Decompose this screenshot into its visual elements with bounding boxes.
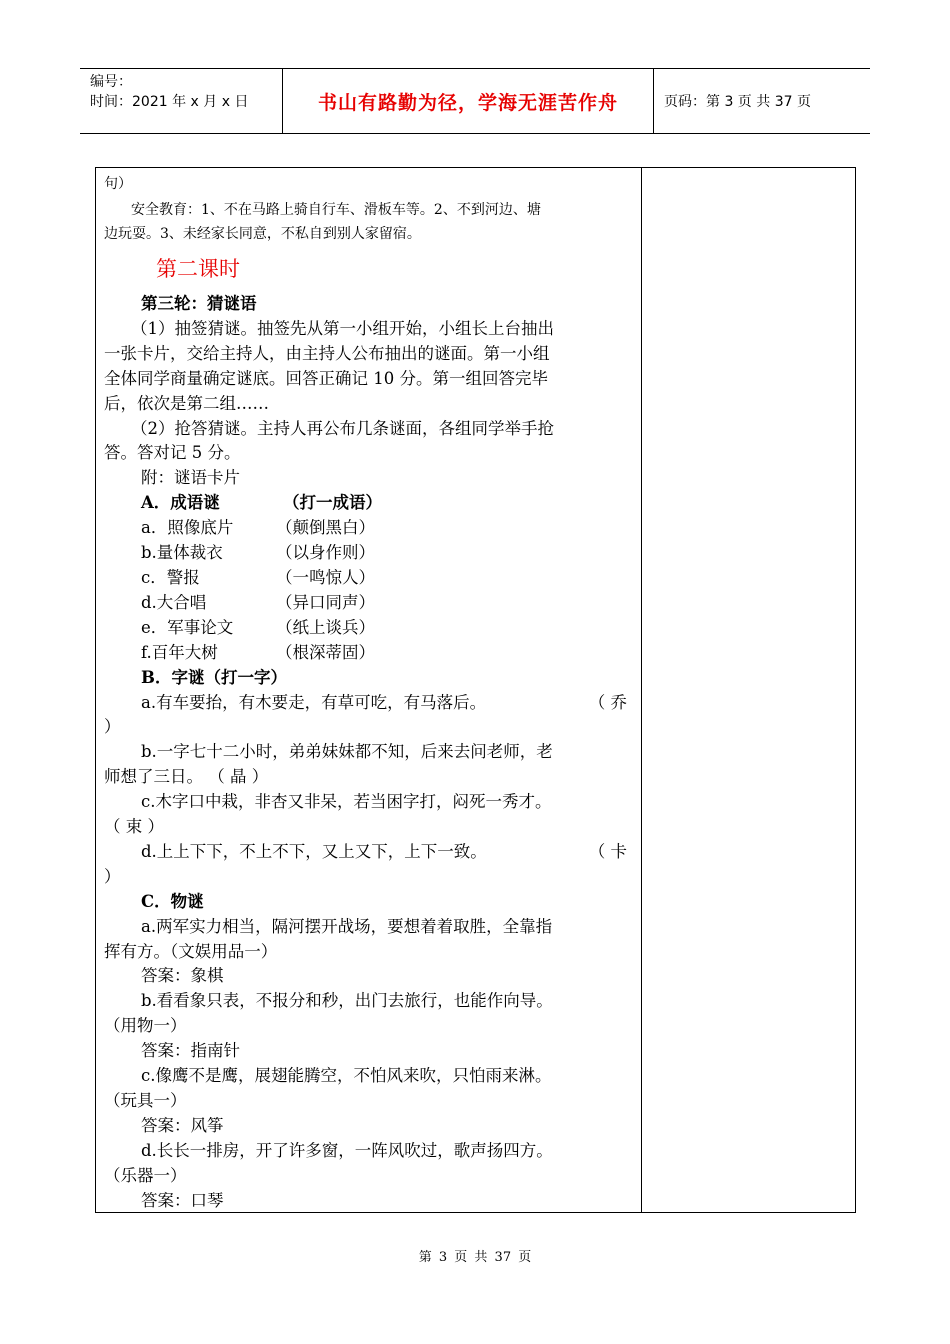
riddle-question: c．警报 — [141, 567, 200, 587]
lesson-table — [95, 167, 856, 1213]
paragraph-line: 全体同学商量确定谜底。回答正确记 10 分。第一组回答完毕 — [104, 368, 548, 388]
riddle-question: b.一字七十二小时，弟弟妹妹都不知，后来去问老师，老 — [141, 742, 553, 762]
section-title: 第二课时 — [156, 257, 240, 281]
riddle-answer: 答案：口琴 — [141, 1190, 224, 1210]
appendix-label: 附：谜语卡片 — [141, 468, 240, 488]
riddle-question: d.长长一排房，开了许多窗，一阵风吹过，歌声扬四方。 — [141, 1140, 553, 1160]
riddle-question: a.两军实力相当，隔河摆开战场，要想着着取胜，全靠指 — [141, 916, 553, 936]
text-line: ） — [104, 717, 121, 737]
character-riddle-title: B．字谜（打一字） — [141, 667, 287, 687]
paragraph-line: 答。答对记 5 分。 — [104, 443, 241, 463]
safety-education-line: 安全教育：1、不在马路上骑自行车、滑板车等。2、不到河边、塘 — [131, 202, 541, 218]
header-motto: 书山有路勤为径，学海无涯苦作舟 — [283, 69, 654, 133]
list-item — [104, 566, 627, 591]
riddle-answer: （ 束 ） — [104, 817, 164, 837]
riddle-question: e．军事论文 — [141, 617, 234, 637]
safety-education-line-2: 边玩耍。3、未经家长同意，不私自到别人家留宿。 — [104, 226, 421, 242]
idiom-title-text: A．成语谜 — [141, 493, 220, 513]
riddle-question: d.大合唱 — [141, 592, 207, 612]
list-item — [104, 591, 627, 616]
riddle-answer: （异口同声） — [276, 592, 375, 612]
riddle-answer: （一鸣惊人） — [276, 567, 375, 587]
riddle-question: c.像鹰不是鹰，展翅能腾空，不怕风来吹，只怕雨来淋。 — [141, 1066, 552, 1086]
riddle-question: c.木字口中栽，非杏又非呆，若当困字打，闷死一秀才。 — [141, 792, 552, 812]
list-item — [104, 641, 627, 666]
riddle-question: a.有车要抬，有木要走，有草可吃，有马落后。 — [141, 692, 487, 712]
riddle-answer: 答案：象棋 — [141, 966, 224, 986]
paragraph-line: 后，依次是第二组…… — [104, 393, 269, 413]
document-number-label: 编号： — [90, 74, 132, 90]
page-header — [80, 68, 870, 134]
riddle-answer: （ 乔 — [588, 692, 627, 712]
lesson-content-cell — [96, 168, 642, 1212]
text-line: 句） — [104, 176, 132, 192]
riddle-answer: 答案：指南针 — [141, 1041, 240, 1061]
riddle-question: 挥有方。（文娱用品一） — [104, 941, 278, 961]
list-item — [104, 516, 627, 541]
idiom-title-hint: （打一成语） — [283, 493, 382, 513]
riddle-question: a．照像底片 — [141, 518, 234, 538]
riddle-question: （用物一） — [104, 1016, 187, 1036]
riddle-answer: （纸上谈兵） — [276, 617, 375, 637]
page-footer: 第 3 页 共 37 页 — [418, 1250, 532, 1265]
riddle-question: d.上上下下，不上不下，又上又下，上下一致。 — [141, 841, 487, 861]
paragraph-line: 一张卡片，交给主持人，由主持人公布抽出的谜面。第一小组 — [104, 343, 550, 363]
riddle-question: b.量体裁衣 — [141, 543, 223, 563]
object-riddle-title: C．物谜 — [141, 891, 204, 911]
paragraph-line: （2）抢答猜谜。主持人再公布几条谜面，各组同学举手抢 — [131, 418, 554, 438]
header-page-info: 页码：第 3 页 共 37 页 — [664, 94, 811, 110]
idiom-riddle-title — [104, 491, 627, 516]
riddle-answer: 答案：风筝 — [141, 1115, 224, 1135]
riddle-question: （玩具一） — [104, 1091, 187, 1110]
list-item — [104, 840, 627, 865]
document-date: 时间：2021 年 x 月 x 日 — [90, 94, 249, 110]
list-item — [104, 691, 627, 716]
riddle-question: f.百年大树 — [141, 642, 218, 662]
header-meta — [80, 69, 283, 133]
riddle-answer: （ 卡 — [588, 841, 627, 861]
paragraph-line: （1）抽签猜谜。抽签先从第一小组开始，小组长上台抽出 — [131, 318, 554, 338]
round-title: 第三轮：猜谜语 — [141, 294, 257, 313]
riddle-answer: （以身作则） — [276, 543, 375, 563]
list-item — [104, 541, 627, 566]
riddle-answer: （颠倒黑白） — [276, 518, 375, 538]
riddle-answer: 师想了三日。 （ 晶 ） — [104, 767, 269, 787]
notes-cell — [642, 168, 855, 1212]
riddle-question: b.看看象只表，不报分和秒，出门去旅行，也能作向导。 — [141, 991, 553, 1011]
text-line: ） — [104, 866, 121, 886]
list-item — [104, 616, 627, 641]
riddle-answer: （根深蒂固） — [276, 642, 375, 662]
riddle-question: （乐器一） — [104, 1165, 187, 1185]
